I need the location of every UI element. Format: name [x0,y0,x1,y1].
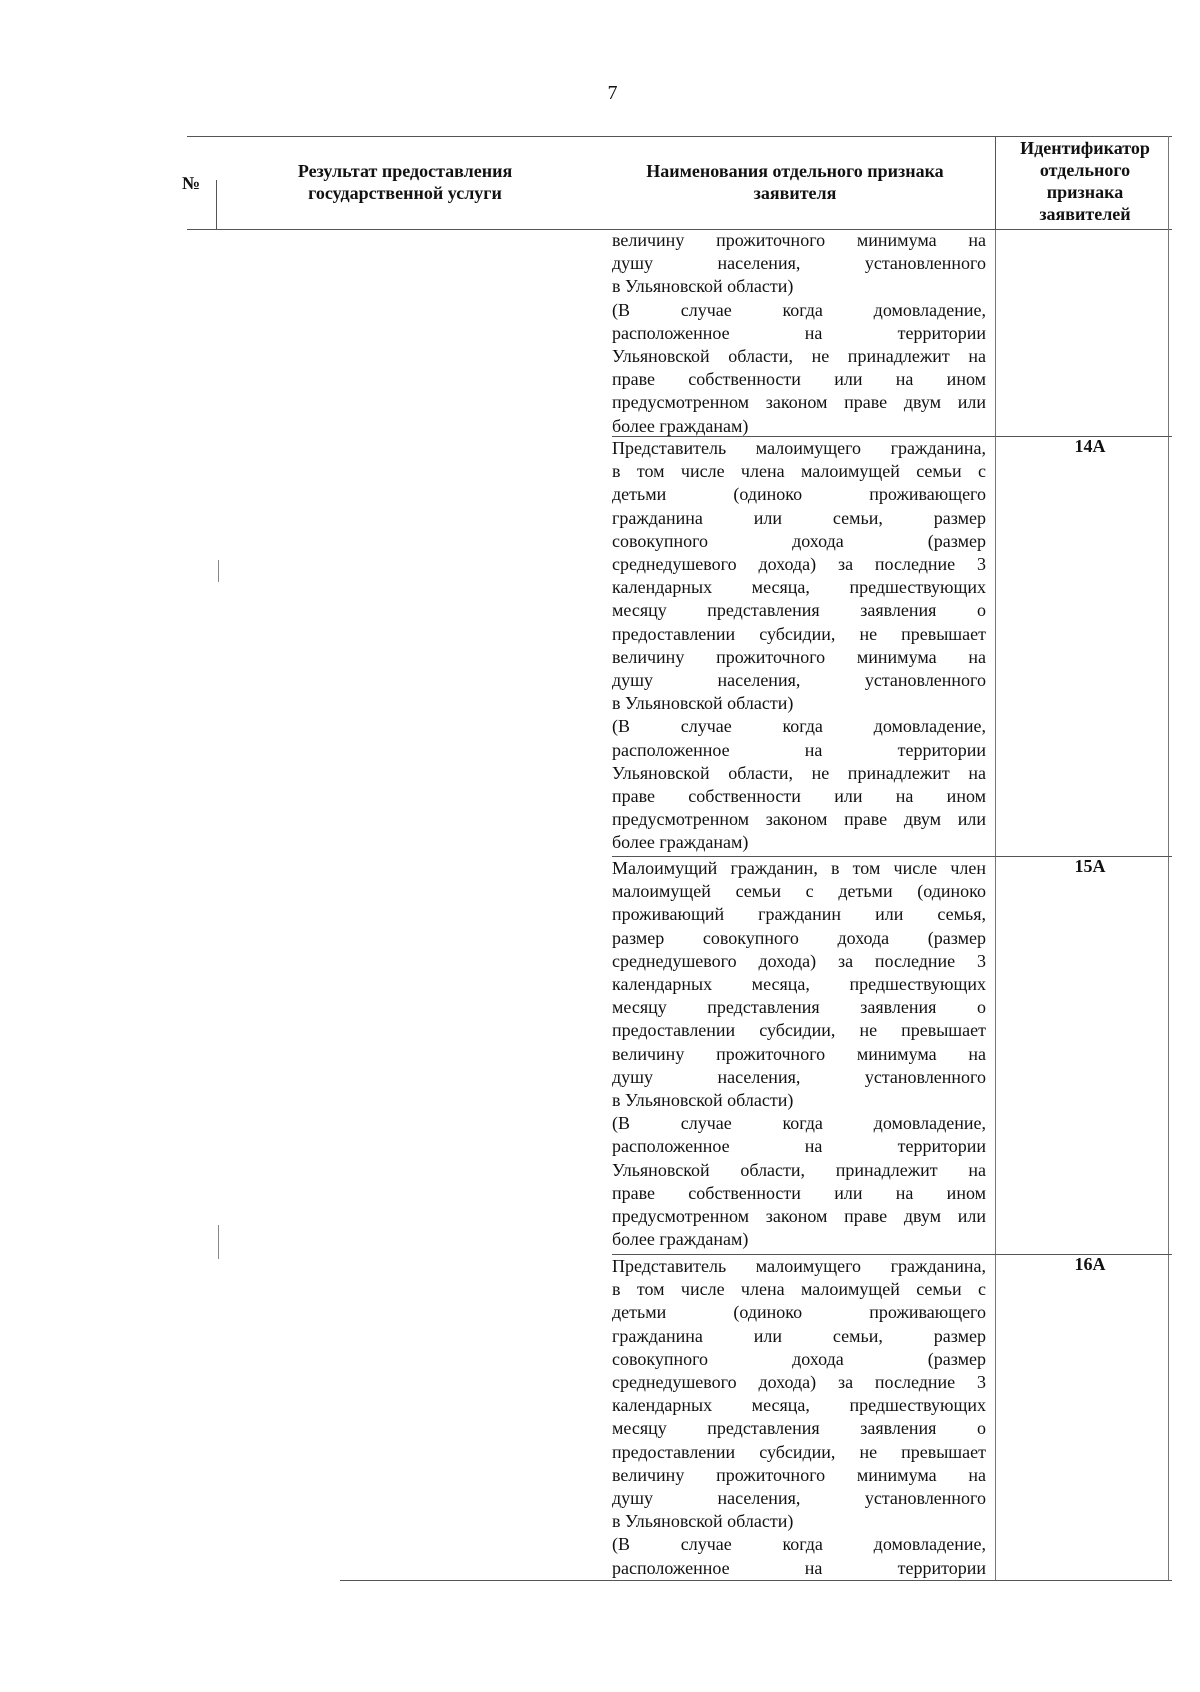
text-line: Представитель малоимущего гражданина, [612,1256,986,1276]
text-line: в Ульяновской области) [612,276,794,297]
text-line: (В случае когда домовладение, [612,1534,986,1555]
text-line: величину прожиточного минимума на [612,230,986,250]
text-line: детьми (одиноко проживающего [612,484,986,505]
text-line: календарных месяца, предшествующих [612,577,986,598]
text-line: предоставлении субсидии, не превышает [612,1020,986,1041]
text-line: величину прожиточного минимума на [612,1043,986,1064]
text-line: Ульяновской области, не принадлежит на [612,762,986,783]
text-line: душу населения, установленного [612,253,986,274]
text-line: (В случае когда домовладение, [612,1113,986,1134]
text-line: предоставлении субсидии, не превышает [612,623,986,644]
text-line: совокупного дохода (размер [612,1348,986,1369]
text-line: предусмотренном законом праве двум или [612,1206,986,1227]
row-continuation-text [612,229,986,438]
row-feature-text [612,437,986,855]
row-feature-text [612,1255,986,1580]
col-separator-num [216,180,217,230]
header-num: № [181,173,201,193]
page-number: 7 [607,82,618,104]
text-line: календарных месяца, предшествующих [612,974,986,995]
text-line: расположенное на территории [612,1557,986,1578]
text-line: праве собственности или на ином [612,369,986,390]
row-feature-text [612,857,986,1251]
text-line: более гражданам) [612,832,749,853]
text-line: более гражданам) [612,415,749,436]
text-line: душу населения, установленного [612,1066,986,1087]
text-line: детьми (одиноко проживающего [612,1302,986,1323]
text-line: месяцу представления заявления о [612,600,986,621]
text-line: предоставлении субсидии, не превышает [612,1441,986,1462]
text-line: расположенное на территории [612,322,986,343]
text-line: среднедушевого дохода) за последние 3 [612,554,986,575]
text-line: в том числе члена малоимущей семьи с [612,1279,986,1300]
text-line: праве собственности или на ином [612,786,986,807]
text-line: малоимущей семьи с детьми (одиноко [612,881,986,902]
row-identifier: 16А [1074,1254,1106,1274]
text-line: более гражданам) [612,1229,749,1250]
text-line: (В случае когда домовладение, [612,716,986,737]
text-line: месяцу представления заявления о [612,997,986,1018]
scan-mark [218,1225,219,1259]
text-line: душу населения, установленного [612,670,986,691]
scan-mark [218,560,219,582]
text-line: в том числе члена малоимущей семьи с [612,461,986,482]
text-line: (В случае когда домовладение, [612,299,986,320]
text-line: в Ульяновской области) [612,693,794,714]
text-line: в Ульяновской области) [612,1511,794,1532]
text-line: предусмотренном законом праве двум или [612,809,986,830]
col-separator-feature-header [995,136,996,230]
header-feature: Наименования отдельного признака заявителя [646,161,944,203]
col-separator-feature [995,230,996,1580]
text-line: проживающий гражданин или семья, [612,904,986,925]
text-line: Ульяновской области, не принадлежит на [612,346,986,367]
text-line: календарных месяца, предшествующих [612,1395,986,1416]
text-line: среднедушевого дохода) за последние 3 [612,1372,986,1393]
text-line: размер совокупного дохода (размер [612,927,986,948]
text-line: гражданина или семьи, размер [612,507,986,528]
text-line: предусмотренном законом праве двум или [612,392,986,413]
table-bottom-border [340,1580,1172,1581]
header-result: Результат предоставления государственной услуги [297,161,513,203]
text-line: величину прожиточного минимума на [612,646,986,667]
text-line: расположенное на территории [612,739,986,760]
text-line: месяцу представления заявления о [612,1418,986,1439]
text-line: совокупного дохода (размер [612,530,986,551]
text-line: в Ульяновской области) [612,1090,794,1111]
text-line: Малоимущий гражданин, в том числе член [612,858,986,878]
row-identifier: 14А [1074,436,1106,456]
text-line: среднедушевого дохода) за последние 3 [612,950,986,971]
text-line: Ульяновской области, принадлежит на [612,1159,986,1180]
text-line: расположенное на территории [612,1136,986,1157]
text-line: величину прожиточного минимума на [612,1464,986,1485]
text-line: душу населения, установленного [612,1488,986,1509]
header-identifier: Идентификатор отдельного признака заявителей [1020,138,1150,224]
text-line: гражданина или семьи, размер [612,1325,986,1346]
text-line: Представитель малоимущего гражданина, [612,438,986,458]
row-identifier: 15А [1074,856,1106,876]
text-line: праве собственности или на ином [612,1182,986,1203]
